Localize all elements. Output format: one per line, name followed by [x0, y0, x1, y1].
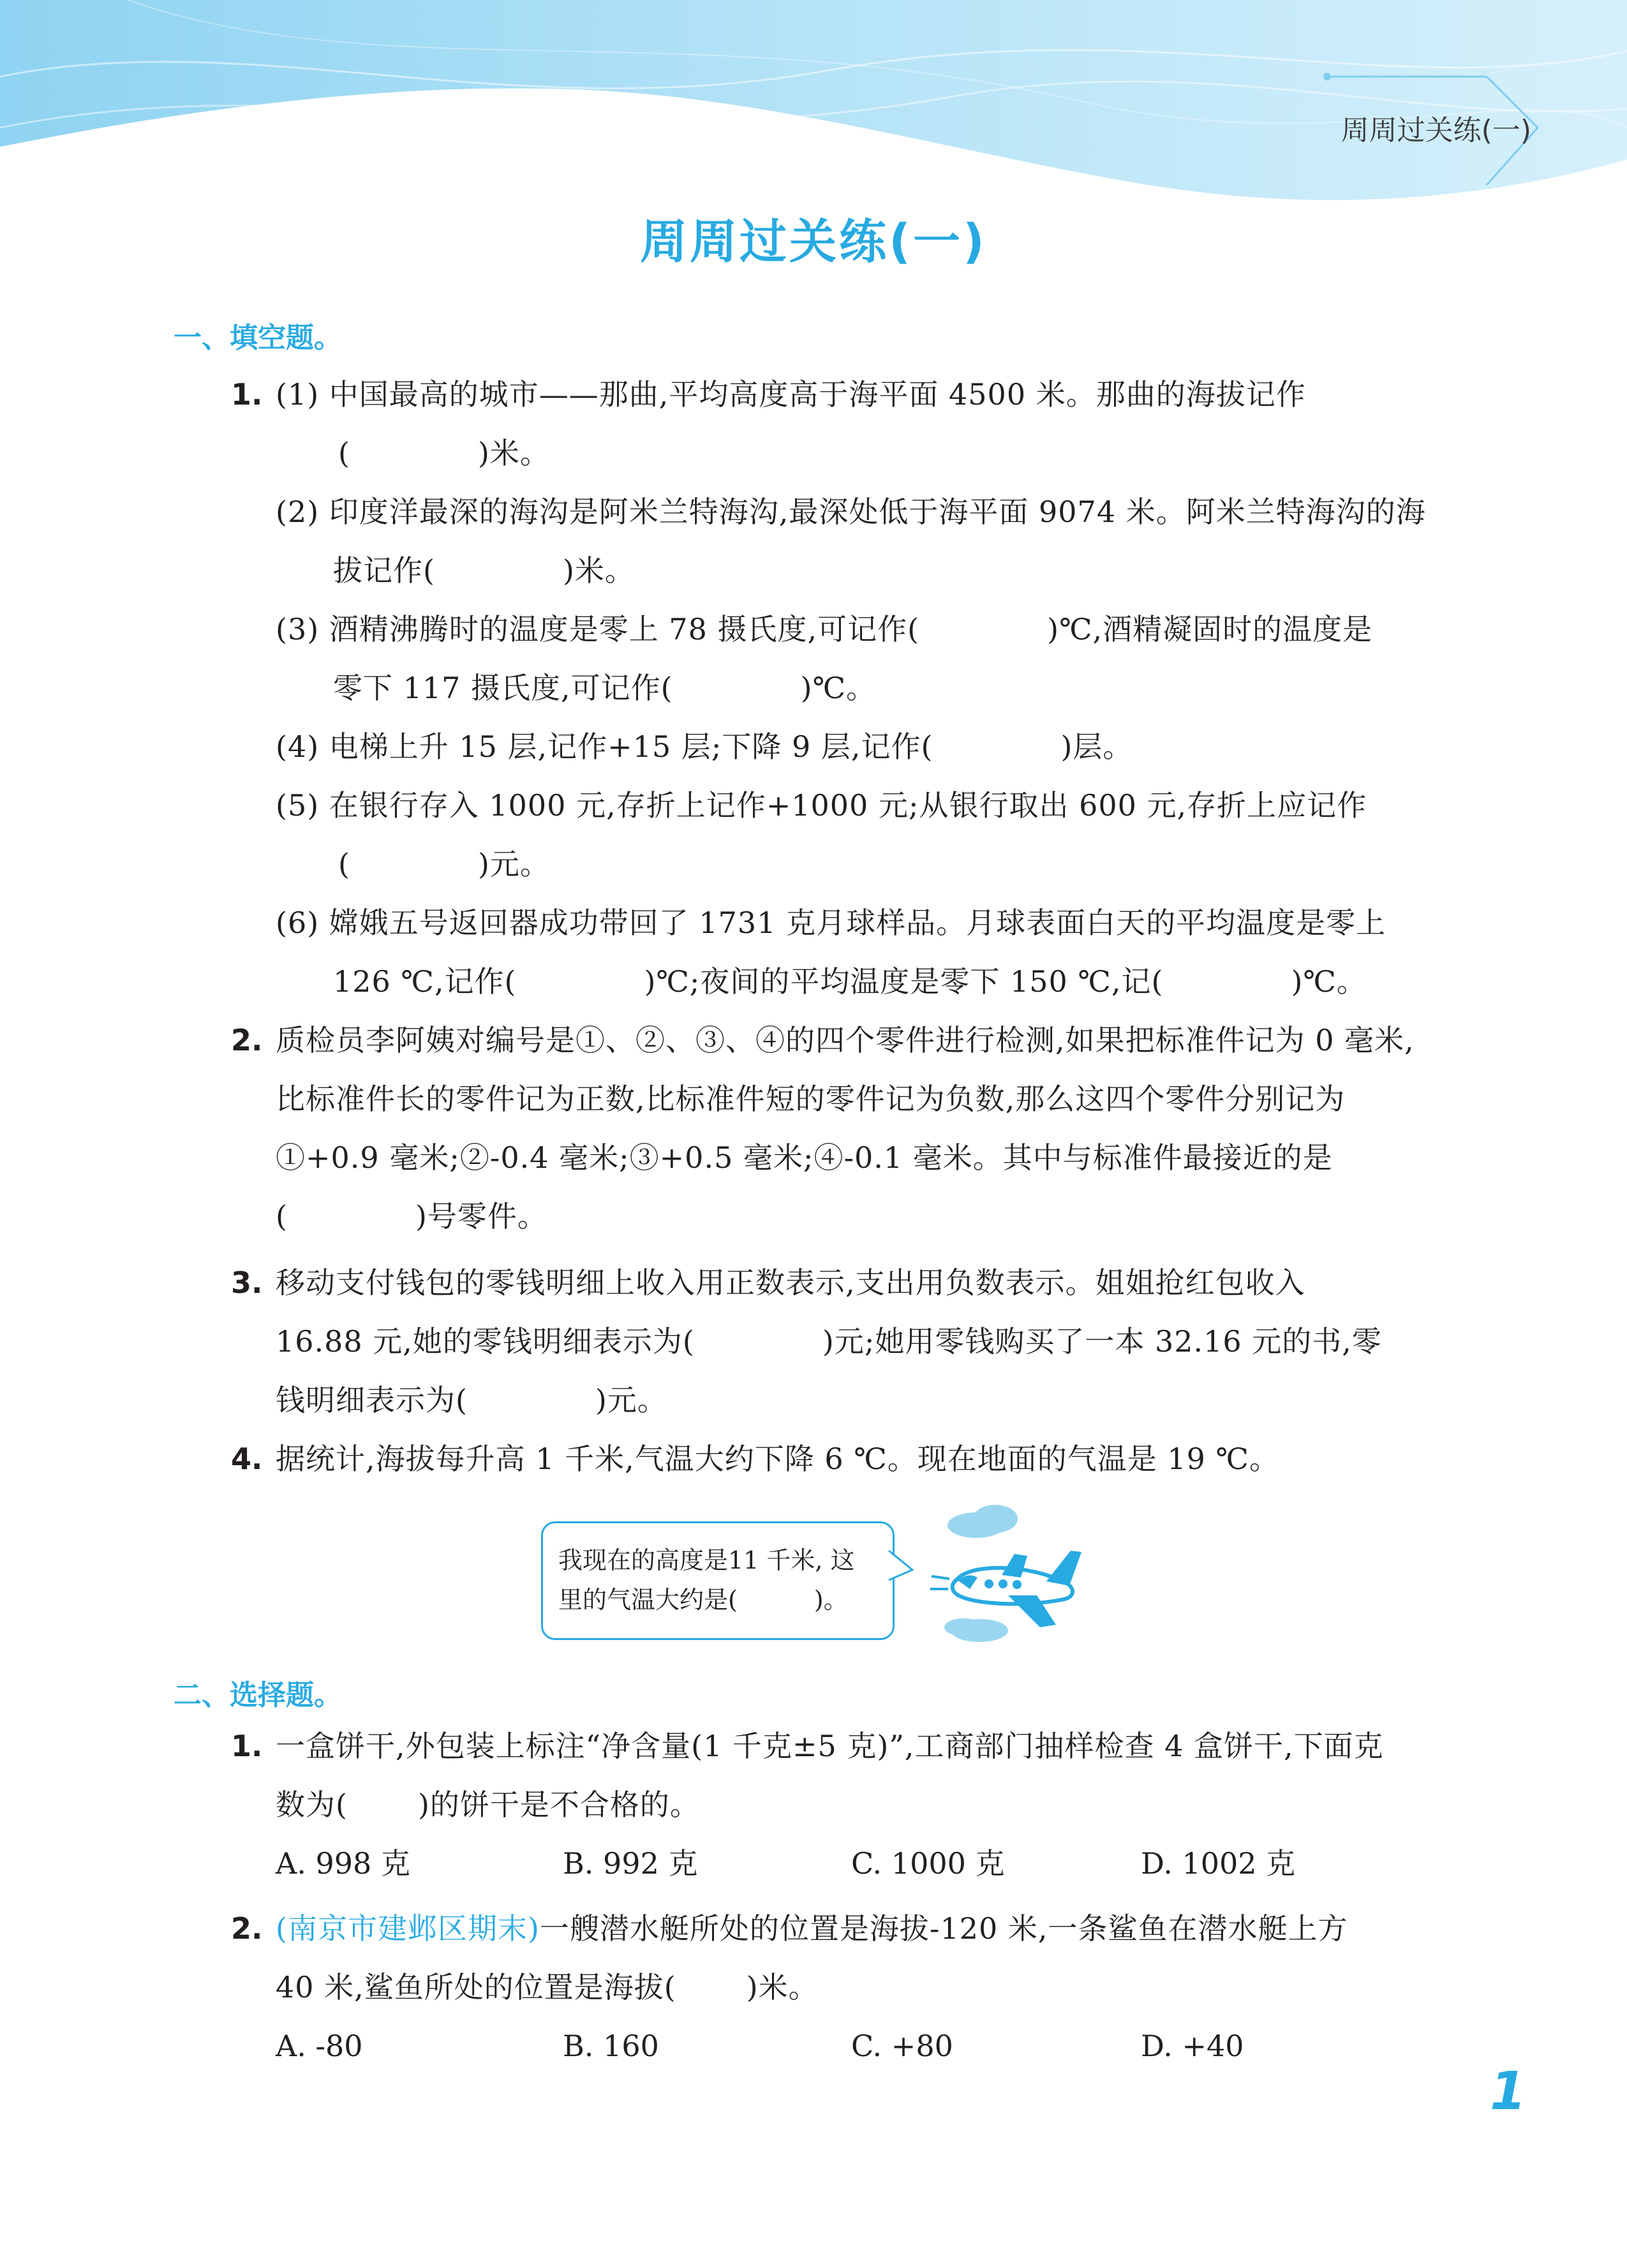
mc-q2-option-a: A. -80 — [276, 2029, 363, 2063]
question-number: 2. — [231, 1911, 263, 1946]
airplane-icon — [919, 1500, 1097, 1653]
q1-part1-line1: (1) 中国最高的城市——那曲,平均高度高于海平面 4500 米。那曲的海拔记作 — [276, 377, 1306, 412]
section-heading-fill-blank: 一、填空题。 — [174, 322, 342, 354]
mc-q1-line1: 一盒饼干,外包装上标注“净含量(1 千克±5 克)”,工商部门抽样检查 4 盒饼干,下面克 — [276, 1729, 1384, 1763]
section-heading-multiple-choice: 二、选择题。 — [174, 1679, 342, 1712]
q1-part6-line1: (6) 嫦娥五号返回器成功带回了 1731 克月球样品。月球表面白天的平均温度是零上 — [276, 906, 1386, 940]
running-head: 周周过关练(一) — [1341, 114, 1531, 147]
q1-part6-line2: 126 ℃,记作( )℃;夜间的平均温度是零下 150 ℃,记( )℃。 — [333, 964, 1367, 999]
mc-q2-line2: 40 米,鲨鱼所处的位置是海拔( )米。 — [276, 1970, 819, 2004]
bubble-line2: 里的气温大约是( )。 — [558, 1586, 848, 1614]
mc-q1-option-c: C. 1000 克 — [851, 1846, 1005, 1881]
q1-part5-line1: (5) 在银行存入 1000 元,存折上记作+1000 元;从银行取出 600 元,存折上应记作 — [276, 788, 1367, 823]
q2-line3: ①+0.9 毫米;②-0.4 毫米;③+0.5 毫米;④-0.1 毫米。其中与标准件最接近的是 — [276, 1140, 1333, 1175]
q3-line3: 钱明细表示为( )元。 — [276, 1383, 667, 1417]
mc-q1-option-b: B. 992 克 — [563, 1846, 698, 1881]
bubble-line1: 我现在的高度是11 千米, 这 — [558, 1546, 855, 1574]
source-tag: (南京市建邺区期末) — [276, 1911, 540, 1946]
mc-q2-option-d: D. +40 — [1141, 2029, 1244, 2063]
q2-line1: 质检员李阿姨对编号是①、②、③、④的四个零件进行检测,如果把标准件记为 0 毫米, — [276, 1023, 1415, 1057]
mc-q1-option-d: D. 1002 克 — [1141, 1846, 1296, 1881]
q1-part5-line2: ( )元。 — [338, 847, 550, 881]
q3-line1: 移动支付钱包的零钱明细上收入用正数表示,支出用负数表示。姐姐抢红包收入 — [276, 1265, 1305, 1300]
question-number: 1. — [231, 377, 263, 412]
speech-bubble — [541, 1521, 895, 1640]
page-number: 1 — [1489, 2061, 1526, 2122]
header-wave-band — [0, 0, 1627, 204]
bubble-tail — [888, 1544, 914, 1589]
mc-q2-line1: (南京市建邺区期末)一艘潜水艇所处的位置是海拔-120 米,一条鲨鱼在潜水艇上方 — [276, 1911, 1348, 1946]
mc-q2-option-b: B. 160 — [563, 2029, 659, 2063]
q2-line4: ( )号零件。 — [276, 1199, 547, 1234]
q1-part2-line2: 拔记作( )米。 — [333, 553, 635, 588]
q1-part2-line1: (2) 印度洋最深的海沟是阿米兰特海沟,最深处低于海平面 9074 米。阿米兰特海沟的海 — [276, 495, 1426, 529]
question-number: 1. — [231, 1729, 263, 1763]
page-title: 周周过关练(一) — [640, 214, 987, 269]
q4-line1: 据统计,海拔每升高 1 千米,气温大约下降 6 ℃。现在地面的气温是 19 ℃。 — [276, 1442, 1279, 1476]
q1-part3-line1: (3) 酒精沸腾时的温度是零上 78 摄氏度,可记作( )℃,酒精凝固时的温度是 — [276, 612, 1373, 646]
mc-q1-line2: 数为( )的饼干是不合格的。 — [276, 1787, 700, 1822]
question-number: 3. — [231, 1265, 263, 1300]
question-number: 2. — [231, 1023, 263, 1057]
mc-q1-option-a: A. 998 克 — [276, 1846, 410, 1881]
question-number: 4. — [231, 1442, 263, 1476]
q1-part1-line2: ( )米。 — [338, 436, 550, 470]
mc-q2-option-c: C. +80 — [851, 2029, 953, 2063]
q2-line2: 比标准件长的零件记为正数,比标准件短的零件记为负数,那么这四个零件分别记为 — [276, 1082, 1346, 1116]
q1-part3-line2: 零下 117 摄氏度,可记作( )℃。 — [333, 671, 877, 705]
q3-line2: 16.88 元,她的零钱明细表示为( )元;她用零钱购买了一本 32.16 元的书,零 — [276, 1324, 1382, 1359]
q1-part4-line1: (4) 电梯上升 15 层,记作+15 层;下降 9 层,记作( )层。 — [276, 729, 1133, 764]
